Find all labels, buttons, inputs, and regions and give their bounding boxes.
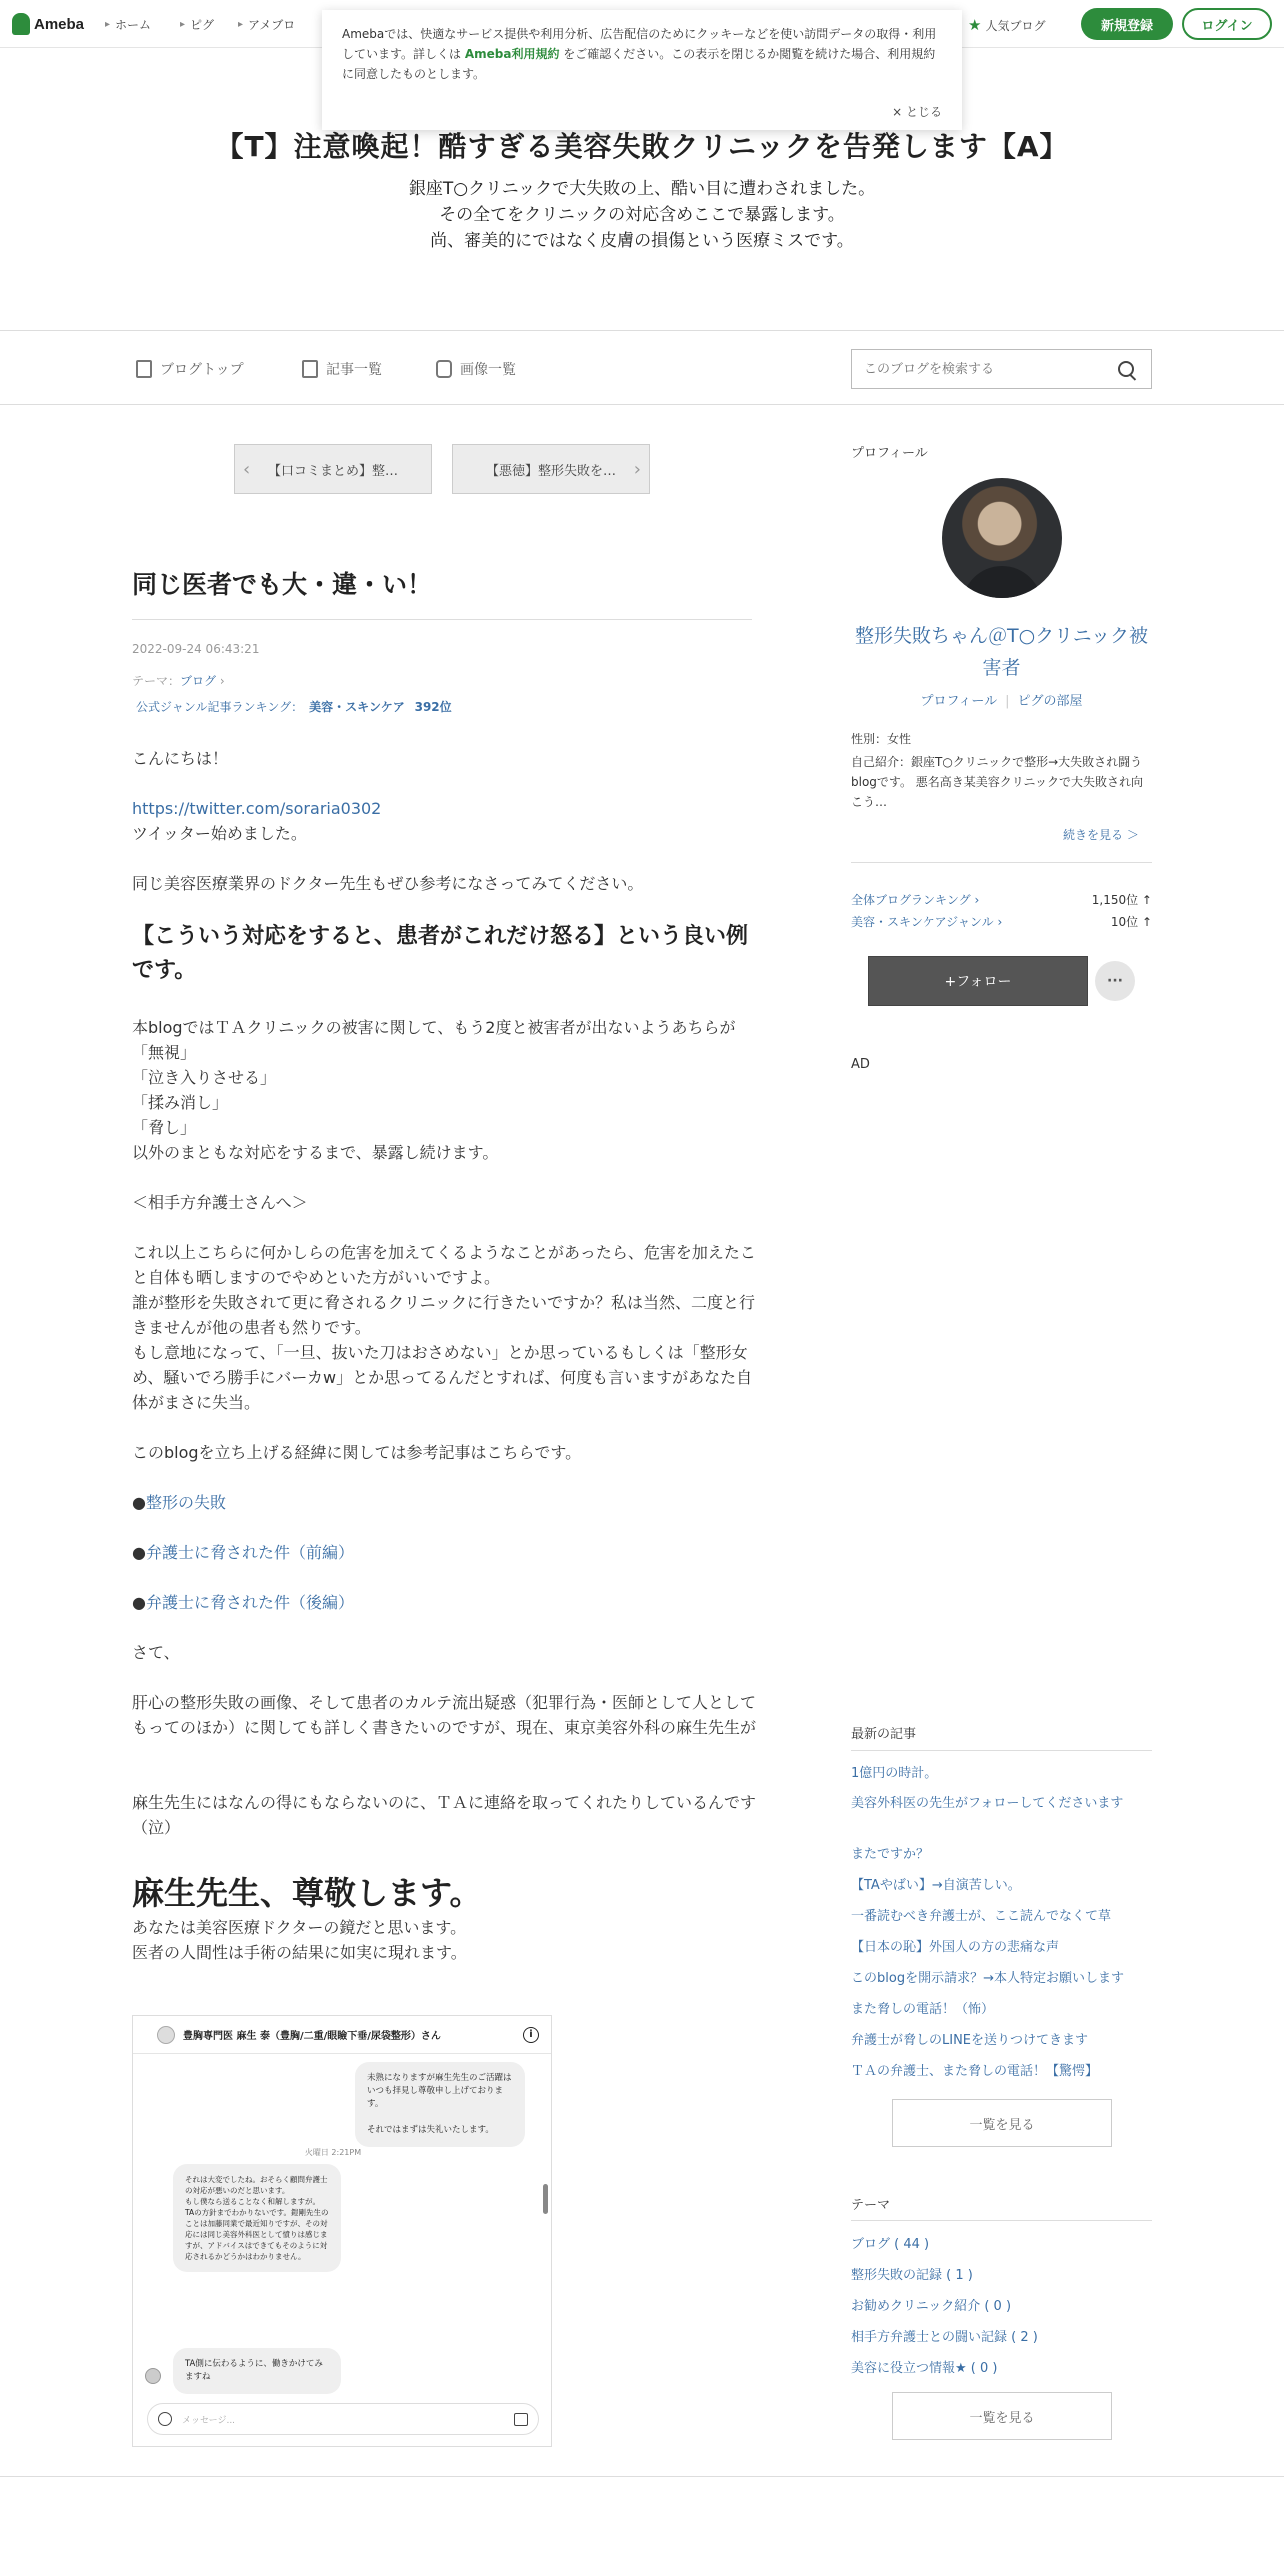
blog-desc-line: 尚、審美的にではなく皮膚の損傷という医療ミスです。 — [430, 231, 854, 251]
recent-article[interactable]: 【TAやばい】→自演苦しい。 — [851, 1878, 1021, 1893]
chat-bubble-received: TA側に伝わるように、働きかけてみますね — [173, 2348, 341, 2394]
theme-label: テーマ： — [132, 674, 181, 688]
chat-header-title: 豊胸専門医 麻生 泰（豊胸/二重/眼瞼下垂/尿袋整形）さん — [183, 2031, 441, 2042]
policy-line: 「脅し」 — [132, 1118, 197, 1137]
avatar — [145, 2368, 161, 2384]
profile-intro: 自己紹介：銀座T○クリニックで整形→大失敗され闘うblogです。 悪名高き某美容クリニックで大失敗され向こう… — [851, 755, 1144, 809]
profile-name[interactable]: 整形失敗ちゃん＠T○クリニック被害者 — [854, 625, 1149, 679]
nav-ameblo-label: アメブロ — [248, 18, 296, 32]
chevron-left-icon: ‹ — [243, 459, 251, 480]
twitter-link[interactable]: https://twitter.com/soraria0302 — [132, 799, 382, 818]
divider — [851, 862, 1152, 863]
twitter-note: ツイッター始めました。 — [132, 824, 307, 843]
nav-pigg[interactable] — [180, 16, 214, 33]
theme-item[interactable]: 美容に役立つ情報★ ( 0 ) — [851, 2361, 998, 2376]
policy-line: 以外のまともな対応をするまで、暴露し続けます。 — [132, 1143, 499, 1162]
policy-line: 「揉み消し」 — [132, 1093, 229, 1112]
article-theme: テーマ：ブログ › — [132, 674, 225, 688]
warning-paragraph — [132, 1240, 757, 1415]
recent-article[interactable]: 一番読むべき弁護士が、ここ読んでなくて草 — [851, 1909, 1112, 1924]
theme-list-more-button[interactable]: 一覧を見る — [892, 2392, 1112, 2440]
recent-article[interactable]: このblogを開示請求？→本人特定お願いします — [851, 1971, 1124, 1986]
policy-line: 「無視」 — [132, 1043, 197, 1062]
ref-link-2[interactable]: 弁護士に脅された件（前編） — [145, 1543, 354, 1562]
profile-gender: 性別：女性 — [851, 732, 912, 746]
dm-screenshot-image — [132, 2015, 552, 2447]
rank-genre-label: 美容・スキンケアジャンル — [851, 915, 994, 929]
popular-label: 人気ブログ — [985, 18, 1046, 33]
warning-line: これ以上こちらに何かしらの危害を加えてくるようなことがあったら、危害を加えたこと自体も晒しますのでやめといた方がいいですよ。 — [132, 1243, 756, 1287]
logo-text: Ameba — [34, 15, 85, 33]
divider — [851, 2220, 1152, 2221]
theme-link[interactable]: ブログ — [180, 674, 217, 688]
info-icon: i — [523, 2027, 539, 2043]
recent-heading: 最新の記事 — [851, 1727, 917, 1742]
more-options-button[interactable]: ··· — [1095, 961, 1135, 1001]
rank-genre-value: 10位 ↑ — [1110, 915, 1152, 929]
chat-message-input — [147, 2403, 539, 2435]
rank-label: 公式ジャンル記事ランキング： — [136, 700, 304, 714]
cookie-text: Amebaでは、快適なサービス提供や利用分析、広告配信のためにクッキーなどを使い訪問データの取得・利用しています。詳しくは — [342, 27, 937, 61]
rank-genre: 美容・スキンケア — [309, 700, 405, 714]
profile-read-more-link[interactable]: 続きを見る ＞ — [1063, 828, 1139, 842]
chevron-right-icon: › — [633, 459, 641, 480]
prev-article-label: 【口コミまとめ】整… — [267, 463, 398, 479]
image-icon — [514, 2413, 528, 2426]
profile-heading: プロフィール — [851, 446, 928, 461]
nav-ameblo[interactable] — [238, 16, 295, 33]
recent-article[interactable]: 1億円の時計。 — [851, 1766, 938, 1781]
chat-timestamp: 火曜日 2:21PM — [304, 2148, 362, 2157]
rank-genre-row[interactable]: 美容・スキンケアジャンル › 10位 ↑ — [851, 915, 1152, 929]
end-line: 医者の人間性は手術の結果に如実に現れます。 — [132, 1943, 467, 1962]
ref-link-3-row: ●弁護士に脅された件（後編） — [132, 1593, 354, 1612]
ref-link-2-row: ●弁護士に脅された件（前編） — [132, 1543, 354, 1562]
theme-item[interactable]: 整形失敗の記録 ( 1 ) — [851, 2268, 973, 2283]
end-paragraph — [132, 1915, 757, 1965]
ameba-logo[interactable] — [12, 13, 84, 35]
footer-divider — [0, 2476, 1284, 2477]
lawyer-heading: ＜相手方弁護士さんへ＞ — [132, 1193, 308, 1212]
theme-item[interactable]: ブログ ( 44 ) — [851, 2237, 930, 2252]
blog-subnav — [0, 330, 1284, 405]
greeting: こんにちは！ — [132, 749, 229, 768]
chat-bubble-sent: 未熟になりますが麻生先生のご活躍はいつも拝見し尊敬申し上げております。 それではまずは失礼いたします。 — [355, 2062, 525, 2147]
copy-icon — [302, 360, 318, 378]
end-line: あなたは美容医療ドクターの鏡だと思います。 — [132, 1918, 467, 1937]
nav-home-label: ホーム — [115, 18, 152, 32]
big-heading: 麻生先生、尊敬します。 — [132, 1874, 482, 1912]
next-article-button[interactable] — [452, 444, 650, 494]
blog-description — [0, 176, 1284, 254]
theme-item[interactable]: お勧めクリニック紹介 ( 0 ) — [851, 2299, 1012, 2314]
chat-bubble-received: それは大変でしたね。おそらく顧問弁護士の対応が悪いのだと思います。 もし僕なら送ることなく和解しますが。TAの方針までわかりないです。鎧剛先生のことは加藤同業で最近知りですが、その対応には同じ美容外科医として憤りは感じますが、アドバイスはできてもそのように対応されるかどうかはわかりません。 — [173, 2164, 341, 2272]
prev-article-button[interactable] — [234, 444, 432, 494]
recent-article[interactable]: またですか？ — [851, 1847, 930, 1862]
nav-popular-blogs[interactable] — [968, 16, 1045, 34]
ref-link-1[interactable]: 整形の失敗 — [145, 1493, 226, 1512]
ad-label: AD — [851, 1057, 870, 1072]
policy-line: 「泣き入りさせる」 — [132, 1068, 277, 1087]
recent-article[interactable]: 美容外科医の先生がフォローしてくださいます — [851, 1796, 1124, 1811]
ameba-logo-icon — [12, 13, 30, 35]
chat-header — [133, 2016, 551, 2054]
chevron-right-icon: ▸ — [105, 19, 111, 30]
chevron-right-icon: ▸ — [180, 19, 186, 30]
cookie-text-after: をご確認ください。この表示を閉じるか閲覧を続けた場合、利用規約に同意したものとします。 — [342, 47, 936, 81]
pig-room-link[interactable]: ピグの部屋 — [1017, 694, 1083, 709]
terms-link[interactable]: Ameba利用規約 — [464, 47, 560, 61]
blog-search-input[interactable] — [851, 349, 1152, 389]
theme-item[interactable]: 相手方弁護士との闘い記録 ( 2 ) — [851, 2330, 1038, 2345]
blog-title[interactable]: 【T】注意喚起！酷すぎる美容失敗クリニックを告発します【A】 — [215, 130, 1069, 163]
warning-line: 誰が整形を失敗されて更に脅されるクリニックに行きたいですか？私は当然、二度と行きませんが他の患者も然りです。 — [132, 1293, 756, 1337]
ref-link-1-row: ●整形の失敗 — [132, 1493, 226, 1512]
profile-avatar[interactable] — [942, 478, 1062, 598]
reference-paragraph: 同じ美容医療業界のドクター先生もぜひ参考になさってみてください。 — [132, 874, 644, 893]
rank-value: 392位 — [414, 700, 452, 714]
nav-home[interactable] — [105, 16, 151, 33]
recent-article[interactable]: 【日本の恥】外国人の方の悲痛な声 — [851, 1940, 1060, 1955]
blog-desc-line: その全てをクリニックの対応含めここで暴露します。 — [439, 205, 845, 225]
subnav-image-list-label: 画像一覧 — [460, 362, 516, 378]
subnav-article-list[interactable] — [302, 359, 382, 379]
divider — [851, 1750, 1152, 1751]
follow-button[interactable]: +フォロー — [868, 956, 1088, 1006]
cookie-consent-popup — [322, 10, 962, 130]
subnav-blog-top-label: ブログトップ — [160, 362, 244, 378]
rank-all-value: 1,150位 ↑ — [1091, 893, 1152, 907]
avatar — [157, 2026, 175, 2044]
rank-all-row[interactable]: 全体ブログランキング › 1,150位 ↑ — [851, 893, 1152, 907]
signup-button[interactable]: 新規登録 — [1081, 8, 1173, 40]
subnav-blog-top[interactable] — [136, 359, 244, 379]
cookie-close-button[interactable]: × とじる — [892, 105, 942, 119]
recent-article[interactable]: 弁護士が脅しのLINEを送りつけてきます — [851, 2033, 1089, 2048]
chat-input-placeholder: メッセージ... — [182, 2415, 236, 2426]
background-paragraph: このblogを立ち上げる経緯に関しては参考記事はこちらです。 — [132, 1443, 582, 1462]
emoji-icon — [158, 2412, 172, 2426]
article-title[interactable]: 同じ医者でも大・違・い！ — [132, 565, 752, 620]
recent-article[interactable]: ＴＡの弁護士、また脅しの電話！【驚愕】 — [851, 2064, 1099, 2079]
document-icon — [136, 360, 152, 378]
warning-line: もし意地になって、「一旦、抜いた刀はおさめない」とか思っているもしくは「整形女め、騒いでろ勝手にバーカw」とか思ってるんだとすれば、何度も言いますがあなた自体がまさに失当。 — [132, 1343, 753, 1412]
article-ranking[interactable] — [136, 698, 452, 715]
profile-link[interactable]: プロフィール — [920, 694, 998, 709]
chat-scrollbar — [543, 2184, 548, 2214]
aso-paragraph: 麻生先生にはなんの得にもならないのに、ＴＡに連絡を取ってくれたりしているんです（泣） — [132, 1793, 757, 1837]
profile-links: プロフィール | ピグの部屋 — [920, 694, 1083, 709]
search-icon[interactable] — [1118, 361, 1134, 377]
policy-line: 本blogではＴＡクリニックの被害に関して、もう2度と被害者が出ないようあちらが — [132, 1018, 736, 1037]
theme-heading: テーマ — [851, 2198, 891, 2213]
recent-article[interactable]: また脅しの電話！（怖） — [851, 2002, 995, 2017]
twitter-block — [132, 796, 757, 846]
blog-desc-line: 銀座T○クリニックで大失敗の上、酷い目に遭わされました。 — [408, 179, 876, 199]
chevron-right-icon: ▸ — [238, 19, 244, 30]
camera-icon — [436, 360, 452, 378]
star-icon: ★ — [968, 16, 982, 34]
nav-pigg-label: ピグ — [190, 18, 215, 32]
login-button[interactable]: ログイン — [1182, 8, 1272, 40]
ref-link-3[interactable]: 弁護士に脅された件（後編） — [145, 1593, 354, 1612]
rank-all-label: 全体ブログランキング — [851, 893, 971, 907]
article-date: 2022-09-24 06:43:21 — [132, 642, 260, 656]
sate-paragraph: さて、 — [132, 1643, 180, 1662]
subnav-image-list[interactable] — [436, 359, 516, 379]
main-paragraph: 肝心の整形失敗の画像、そして患者のカルテ流出疑惑（犯罪行為・医師として人としてもってのほか）に関しても詳しく書きたいのですが、現在、東京美容外科の麻生先生が — [132, 1693, 757, 1737]
recent-list-more-button[interactable]: 一覧を見る — [892, 2099, 1112, 2147]
subnav-article-list-label: 記事一覧 — [326, 362, 382, 378]
policy-paragraph — [132, 1015, 757, 1165]
next-article-label: 【悪徳】整形失敗を… — [485, 463, 616, 479]
section-heading: 【こういう対応をすると、患者がこれだけ怒る】という良い例です。 — [132, 924, 749, 983]
